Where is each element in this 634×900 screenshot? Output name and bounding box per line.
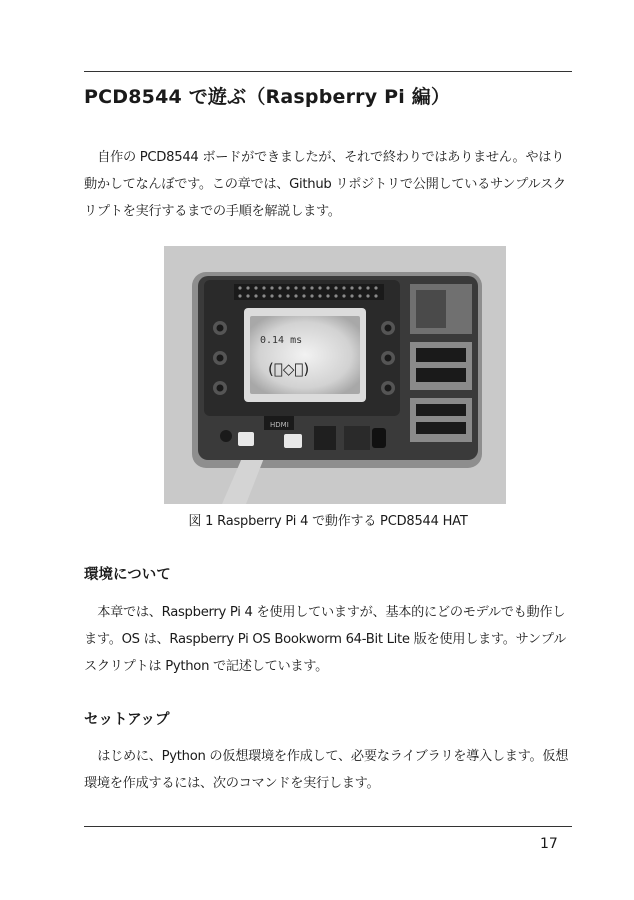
lcd-face: (ﾟ◇ﾟ) bbox=[268, 360, 310, 378]
raspberry-pi-photo bbox=[164, 246, 506, 504]
section-body-environment: 本章では、Raspberry Pi 4 を使用していますが、基本的にどのモデルでも動作します。OS は、Raspberry Pi OS Bookworm 64-Bit Lite 版を使用します。サンプルスクリプトは Python で記述しています。 bbox=[84, 605, 567, 674]
footer-rule bbox=[84, 826, 572, 827]
figure-photo bbox=[164, 246, 506, 504]
figure-caption: 図 1 Raspberry Pi 4 で動作する PCD8544 HAT bbox=[188, 514, 468, 529]
chapter-title: PCD8544 で遊ぶ（Raspberry Pi 編） bbox=[84, 86, 451, 108]
section-body-setup: はじめに、Python の仮想環境を作成して、必要なライブラリを導入します。仮想環境を作成するには、次のコマンドを実行します。 bbox=[84, 749, 569, 791]
board-hdmi-label: HDMI bbox=[270, 421, 289, 429]
page-number: 17 bbox=[540, 836, 558, 852]
section-heading-setup: セットアップ bbox=[84, 712, 170, 728]
section-heading-environment: 環境について bbox=[84, 567, 171, 583]
intro-paragraph: 自作の PCD8544 ボードができましたが、それで終わりではありません。やはり動かしてなんぼです。この章では、Github リポジトリで公開しているサンプルスクリプトを実行するまでの手順を解説します。 bbox=[84, 150, 566, 219]
header-rule bbox=[84, 71, 572, 72]
lcd-text: 0.14 ms bbox=[260, 335, 303, 346]
